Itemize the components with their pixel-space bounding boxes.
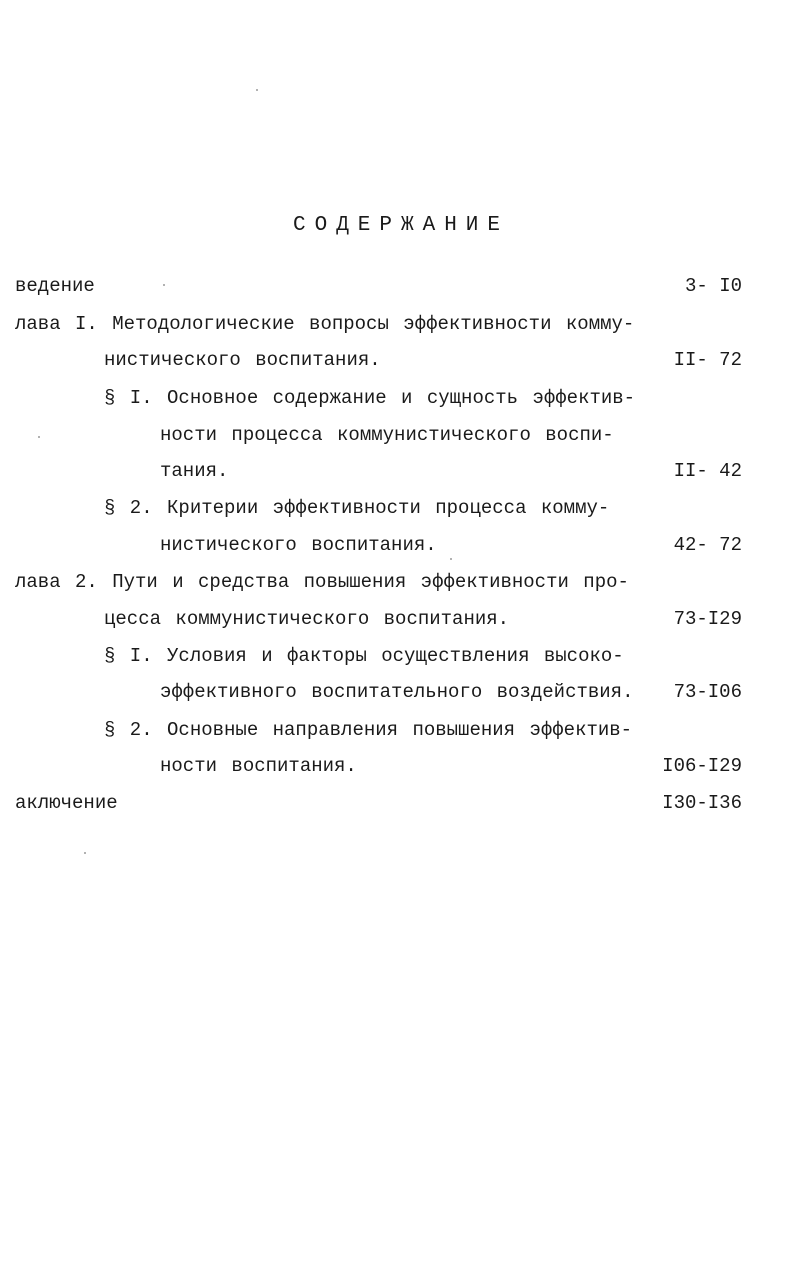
toc-entry-section-2-1	[0, 641, 796, 671]
page-title: СОДЕРЖАНИЕ	[292, 214, 510, 237]
toc-entry-text: ности воспитания.	[160, 755, 357, 777]
toc-entry-text: ведение	[15, 275, 95, 297]
toc-entry-text: лава I. Методологические вопросы эффективности комму-	[15, 313, 635, 335]
toc-entry-pages: II- 42	[673, 460, 742, 482]
toc-entry-introduction	[0, 271, 796, 301]
toc-entry-pages: II- 72	[673, 349, 742, 371]
toc-entry-section-1-1-cont	[0, 456, 796, 486]
toc-entry-section-1-2-cont	[0, 530, 796, 560]
toc-entry-pages: 73-I06	[673, 681, 742, 703]
toc-entry-text: аключение	[15, 792, 118, 814]
toc-entry-pages: I30-I36	[662, 792, 742, 814]
toc-entry-text: § I. Основное содержание и сущность эффектив-	[104, 387, 636, 409]
toc-entry-chapter-2-cont	[0, 604, 796, 634]
toc-entry-section-1-2	[0, 493, 796, 523]
toc-entry-chapter-2	[0, 567, 796, 597]
toc-entry-text: ности процесса коммунистического воспи-	[160, 424, 614, 446]
toc-entry-section-1-1-cont	[0, 420, 796, 450]
toc-entry-chapter-1	[0, 309, 796, 339]
toc-entry-text: тания.	[160, 460, 229, 482]
scan-speck	[163, 284, 165, 286]
toc-entry-text: эффективного воспитательного воздействия.	[160, 681, 634, 703]
toc-entry-section-2-2	[0, 715, 796, 745]
toc-entry-text: § 2. Критерии эффективности процесса комму-	[104, 497, 610, 519]
toc-entry-pages: I06-I29	[662, 755, 742, 777]
scan-speck	[256, 89, 258, 91]
toc-entry-text: нистического воспитания.	[160, 534, 437, 556]
scan-speck	[450, 558, 452, 560]
toc-entry-text: § 2. Основные направления повышения эффектив-	[104, 719, 633, 741]
toc-entry-section-2-2-cont	[0, 751, 796, 781]
toc-entry-text: нистического воспитания.	[104, 349, 381, 371]
toc-entry-pages: 3- I0	[684, 275, 742, 297]
scan-speck	[38, 436, 40, 438]
toc-entry-text: лава 2. Пути и средства повышения эффективности про-	[15, 571, 629, 593]
toc-entry-section-2-1-cont	[0, 677, 796, 707]
toc-entry-pages: 42- 72	[673, 534, 742, 556]
toc-entry-section-1-1	[0, 383, 796, 413]
toc-entry-text: § I. Условия и факторы осуществления высоко-	[104, 645, 624, 667]
toc-entry-chapter-1-cont	[0, 345, 796, 375]
scan-speck	[84, 852, 86, 854]
toc-entry-pages: 73-I29	[673, 608, 742, 630]
toc-entry-conclusion	[0, 788, 796, 818]
toc-entry-text: цесса коммунистического воспитания.	[104, 608, 510, 630]
